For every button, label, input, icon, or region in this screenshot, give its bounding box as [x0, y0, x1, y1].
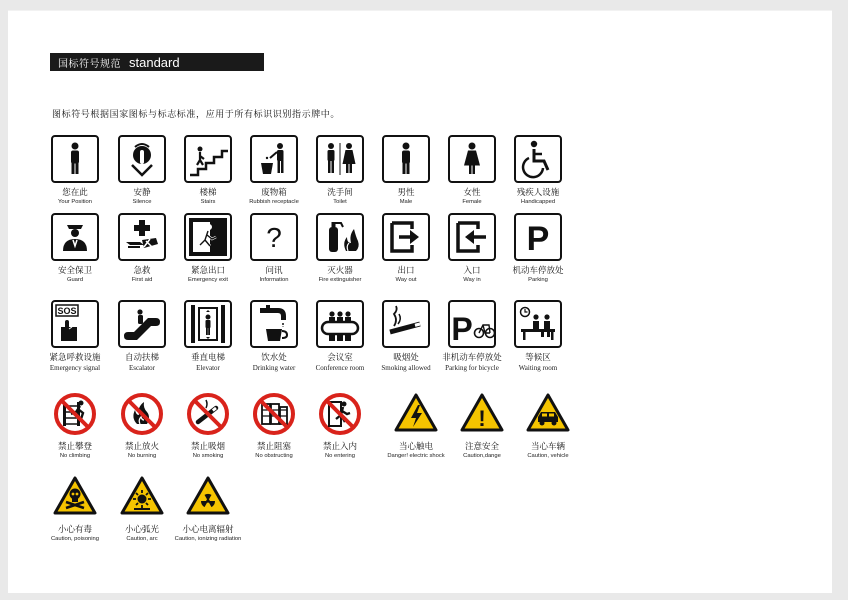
- sign-label-en: Way in: [463, 277, 481, 283]
- no-obstructing-icon: [252, 392, 296, 436]
- sign-label-cn: 洗手间: [327, 188, 353, 198]
- sign-waiting-room: [498, 300, 578, 385]
- sign-label-cn: 女性: [463, 188, 481, 198]
- sign-handicapped: [498, 135, 578, 220]
- sign-label-cn: 安全保卫: [57, 266, 92, 276]
- sign-label-cn: 禁止阻塞: [256, 442, 291, 452]
- sign-label-cn: 紧急出口: [190, 266, 225, 276]
- guard-icon: [51, 213, 99, 261]
- sos-glyph: SOS: [57, 306, 77, 316]
- sign-label-en: No obstructing: [255, 453, 293, 459]
- stairs-icon: [184, 135, 232, 183]
- sign-label-cn: 入口: [463, 266, 481, 276]
- sign-label-en: Conference room: [315, 364, 365, 372]
- no-climbing-icon: [53, 392, 97, 436]
- escalator-icon: [118, 300, 166, 348]
- sign-label-cn: 小心弧光: [124, 525, 159, 535]
- person-icon: [51, 135, 99, 183]
- electric-shock-warning-icon: [394, 392, 438, 436]
- sign-label-en: No smoking: [192, 453, 224, 459]
- sign-label-en: Handicapped: [520, 199, 556, 205]
- sign-label-cn: 禁止攀登: [57, 442, 92, 452]
- parking-glyph: P: [526, 220, 550, 258]
- sign-parking: [498, 213, 578, 298]
- sign-label-en: Fire extinguisher: [318, 277, 362, 283]
- fire-extinguisher-icon: [316, 213, 364, 261]
- sign-caution-vehicle: [508, 392, 588, 477]
- wheelchair-icon: [514, 135, 562, 183]
- sign-label-en: Information: [259, 277, 289, 283]
- sign-label-cn: 垂直电梯: [190, 353, 225, 363]
- sign-label-cn: 会议室: [327, 353, 353, 363]
- sign-label-cn: 您在此: [62, 188, 88, 198]
- no-smoking-icon: [186, 392, 230, 436]
- sign-label-en: Toilet: [333, 199, 347, 205]
- sign-label-en: Emergency exit: [188, 277, 228, 283]
- way-in-icon: [448, 213, 496, 261]
- sign-label-en: Way out: [395, 277, 417, 283]
- radiation-warning-icon: [186, 475, 230, 519]
- sign-label-cn: 楼梯: [199, 188, 217, 198]
- sign-label-en: Parking for bicycle: [445, 364, 499, 372]
- sign-label-en: Parking: [528, 277, 548, 283]
- sign-label-en: Elevator: [196, 364, 220, 372]
- sign-label-en: Drinking water: [252, 364, 296, 372]
- sign-label-en: Escalator: [128, 364, 156, 372]
- no-burning-icon: [120, 392, 164, 436]
- sign-label-en: Silence: [132, 199, 152, 205]
- intro-text: 图标符号根据国家图标与标志标准，应用于所有标识识别指示牌中。: [52, 110, 341, 120]
- sign-label-cn: 问讯: [265, 266, 283, 276]
- sign-label-cn: 残疾人设施: [516, 188, 560, 198]
- sign-label-cn: 小心电离辐射: [182, 525, 234, 535]
- banner-title-cn: 国标符号规范: [58, 58, 121, 70]
- arc-warning-icon: [120, 475, 164, 519]
- exclamation-glyph: !: [478, 406, 486, 431]
- sign-label-en: Danger! electric shock: [387, 453, 445, 459]
- sign-label-en: First aid: [131, 277, 153, 283]
- sign-label-cn: 注意安全: [464, 442, 499, 452]
- parking-icon: [514, 213, 562, 261]
- sign-label-cn: 非机动车停放处: [442, 353, 502, 363]
- sign-label-cn: 禁止吸烟: [190, 442, 225, 452]
- bicycle-parking-glyph: P: [451, 311, 473, 347]
- sign-label-en: Rubbish receptacle: [249, 199, 299, 205]
- sign-label-cn: 急救: [133, 266, 151, 276]
- sign-label-en: Guard: [66, 277, 84, 283]
- sign-label-cn: 男性: [397, 188, 415, 198]
- sign-label-cn: 自动扶梯: [124, 353, 159, 363]
- sos-icon: [51, 300, 99, 348]
- sign-label-cn: 当心触电: [398, 442, 433, 452]
- elevator-icon: [184, 300, 232, 348]
- no-entering-icon: [318, 392, 362, 436]
- banner-title-en: standard: [129, 54, 180, 70]
- male-icon: [382, 135, 430, 183]
- sign-caution-radiation: [168, 475, 248, 560]
- sign-label-cn: 吸烟处: [393, 353, 419, 363]
- sign-label-cn: 灭火器: [327, 266, 353, 276]
- sign-label-en: No burning: [127, 453, 157, 459]
- sign-label-en: Emergency signal: [49, 364, 101, 372]
- sign-no-entering: [300, 392, 380, 477]
- sign-label-en: Caution, poisoning: [50, 536, 100, 542]
- female-icon: [448, 135, 496, 183]
- sign-label-en: No entering: [325, 453, 355, 459]
- drinking-water-icon: [250, 300, 298, 348]
- toilet-icon: [316, 135, 364, 183]
- sign-label-cn: 安静: [133, 188, 151, 198]
- sign-label-cn: 禁止入内: [322, 442, 357, 452]
- rubbish-bin-icon: [250, 135, 298, 183]
- sign-label-en: Caution, ionizing radiation: [174, 536, 242, 542]
- sign-label-en: Waiting room: [518, 364, 558, 372]
- vehicle-warning-icon: [526, 392, 570, 436]
- title-banner: [50, 53, 264, 71]
- caution-exclamation-icon: [460, 392, 504, 436]
- sign-label-en: Smoking allowed: [381, 364, 431, 372]
- emergency-exit-icon: [184, 213, 232, 261]
- sign-label-cn: 机动车停放处: [512, 266, 564, 276]
- sign-label-en: Male: [399, 199, 413, 205]
- sign-label-cn: 禁止放火: [124, 442, 159, 452]
- sign-label-cn: 废物箱: [261, 188, 287, 198]
- sign-label-en: Caution, vehicle: [527, 453, 569, 459]
- sign-label-cn: 饮水处: [261, 353, 287, 363]
- waiting-room-icon: [514, 300, 562, 348]
- poison-warning-icon: [53, 475, 97, 519]
- sign-label-en: No climbing: [59, 453, 91, 459]
- sign-label-cn: 当心车辆: [530, 442, 565, 452]
- sign-label-en: Your Position: [58, 199, 92, 205]
- sign-label-en: Female: [462, 199, 482, 205]
- sign-label-cn: 出口: [397, 266, 415, 276]
- question-mark-icon: [250, 213, 298, 261]
- silence-icon: [118, 135, 166, 183]
- conference-room-icon: [316, 300, 364, 348]
- smoking-icon: [382, 300, 430, 348]
- sign-label-en: Stairs: [200, 199, 216, 205]
- sign-label-en: Caution,dange: [463, 453, 501, 459]
- question-glyph: ?: [266, 222, 282, 253]
- sign-label-cn: 小心有毒: [57, 525, 92, 535]
- sign-label-cn: 紧急呼救设施: [49, 353, 101, 363]
- bicycle-parking-icon: [448, 300, 496, 348]
- sign-label-cn: 等候区: [525, 353, 551, 363]
- sign-label-en: Caution, arc: [126, 536, 158, 542]
- first-aid-icon: [118, 213, 166, 261]
- way-out-icon: [382, 213, 430, 261]
